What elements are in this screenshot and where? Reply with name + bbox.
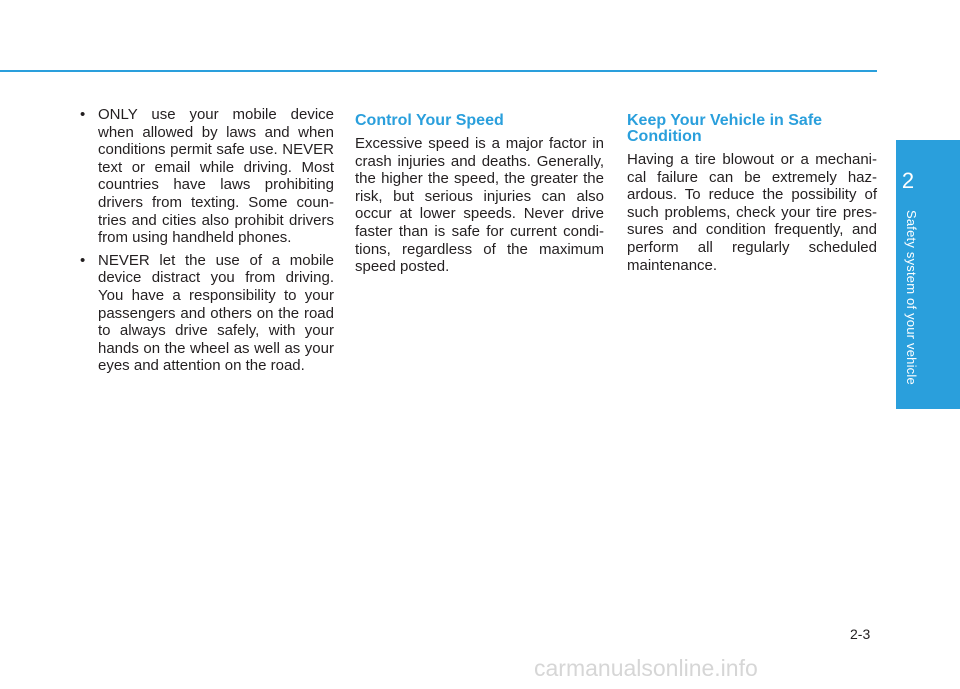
chapter-title: Safety system of your vehicle <box>904 210 919 385</box>
page-number: 2-3 <box>850 626 871 642</box>
safe-condition-section <box>627 106 877 274</box>
left-column <box>78 106 334 380</box>
control-speed-section <box>355 106 604 276</box>
bullet-list <box>78 106 334 375</box>
section-body: Having a tire blowout or a mechani-cal failure can be extremely haz-ardous. To reduce the possibility of such problems, check your tire pres-sures and condition frequently, and perform all regularly scheduled maintenance. <box>627 151 877 274</box>
bullet-text: ONLY use your mobile device when allowed by laws and when conditions permit safe use. NEVER text or email while driving. Most countries have laws prohibiting drivers from texting. Some coun-tries and cities also prohibit drivers from using handheld phones. <box>98 106 334 247</box>
bullet-text: NEVER let the use of a mobile device distract you from driving. You have a responsibility to your passengers and others on the road to always drive safely, with your hands on the wheel as well as your eyes and attention on the road. <box>98 251 334 375</box>
chapter-number: 2 <box>901 168 915 193</box>
section-heading: Keep Your Vehicle in Safe Condition <box>627 112 823 145</box>
chapter-tab <box>896 140 960 409</box>
section-heading: Control Your Speed <box>355 112 504 129</box>
section-body: Excessive speed is a major factor in crash injuries and deaths. Generally, the higher the speed, the greater the risk, but serious injuries can also occur at lower speeds. Never drive faster than is safe for current condi-tions, regardless of the maximum speed posted. <box>355 135 604 276</box>
bullet-icon: • <box>80 251 86 269</box>
watermark-text: carmanualsonline.info <box>534 655 758 681</box>
list-item <box>78 106 334 247</box>
bullet-icon: • <box>80 106 86 123</box>
list-item <box>78 252 334 375</box>
header-rule <box>0 70 877 72</box>
